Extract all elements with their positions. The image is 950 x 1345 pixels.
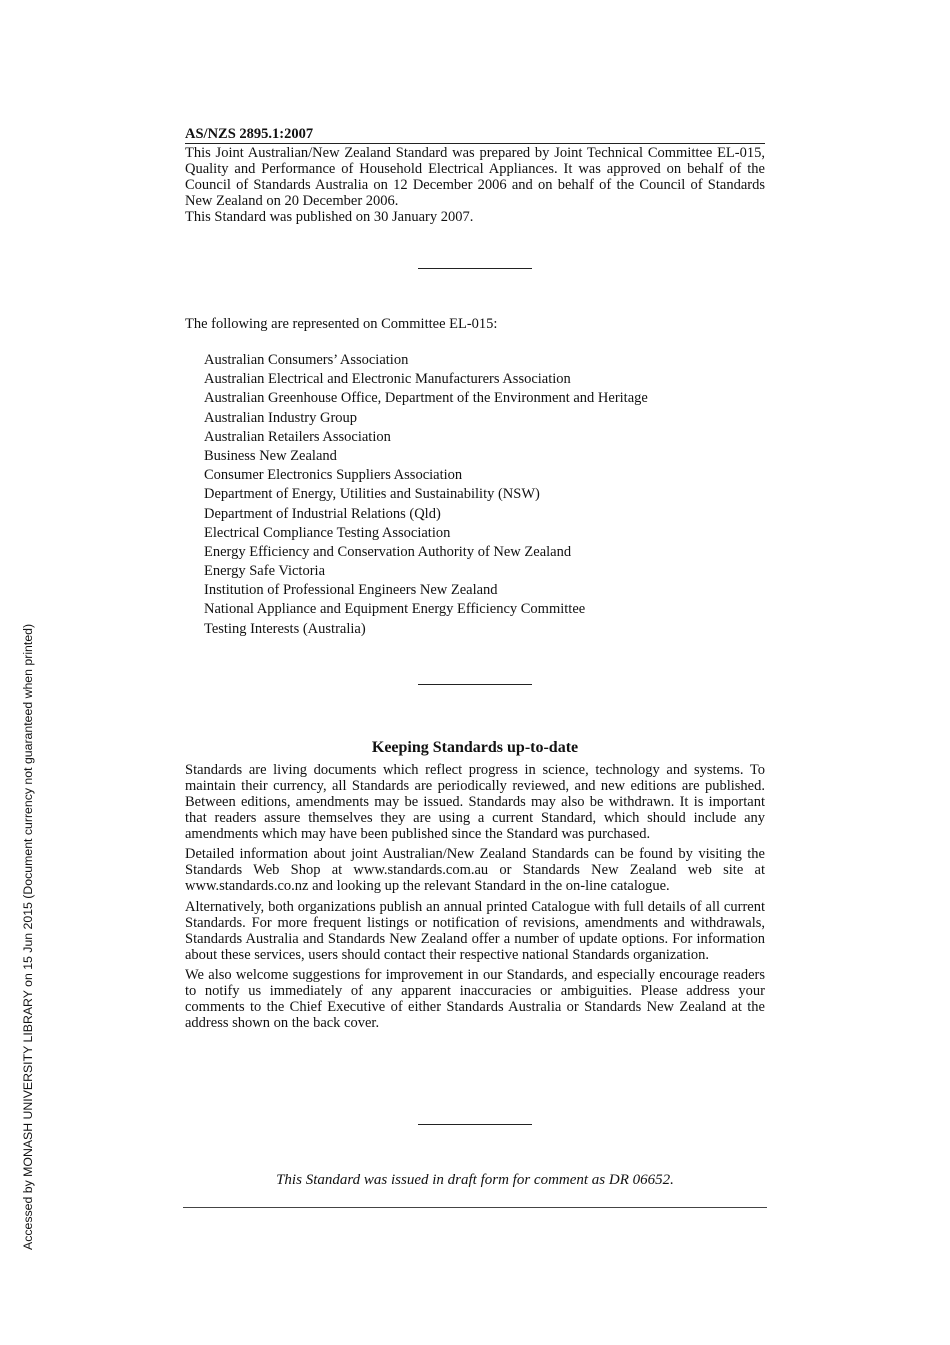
committee-member: Australian Retailers Association [204,428,391,445]
committee-member: Business New Zealand [204,447,337,464]
section-heading: Keeping Standards up-to-date [371,739,579,756]
committee-member: Consumer Electronics Suppliers Association [204,467,463,484]
document-page [185,0,765,1345]
body-paragraph: Standards are living documents which reflect progress in science, technology and systems. To maintain their currency, all Standards are periodically reviewed, and new editions are published. Between editions, amendments may be issued. Standards may also be withdrawn. It is important that readers assure themselves they are using a current Standard, which should include any amendments which may have been published since the Standard was purchased. [185,762,765,842]
committee-member: Testing Interests (Australia) [204,620,366,637]
committee-member: Energy Efficiency and Conservation Authority of New Zealand [204,543,572,560]
draft-notice: This Standard was issued in draft form for comment as DR 06652. [276,1172,674,1188]
body-paragraph: Detailed information about joint Australian/New Zealand Standards can be found by visiting the Standards Web Shop at www.standards.com.au or Standards New Zealand web site at www.standards.co.nz and looking up the relevant Standard in the on-line catalogue. [185,846,765,895]
publication-date-paragraph: This Standard was published on 30 January 2007. [185,209,474,225]
committee-member: Institution of Professional Engineers New Zealand [204,582,498,599]
committee-member: Australian Electrical and Electronic Manufacturers Association [204,371,571,388]
preparation-paragraph: This Joint Australian/New Zealand Standard was prepared by Joint Technical Committee EL-015, Quality and Performance of Household Electrical Appliances. It was approved on behalf of the Council of Standards Australia on 12 December 2006 and on behalf of the Council of Standards New Zealand on 20 December 2006. [185,145,765,209]
committee-member: Department of Industrial Relations (Qld) [204,505,441,522]
access-watermark: Accessed by MONASH UNIVERSITY LIBRARY on 15 Jun 2015 (Document currency not guaranteed when printed) [21,623,35,1250]
standard-identifier: AS/NZS 2895.1:2007 [185,126,765,144]
committee-member-list [204,351,648,639]
body-paragraph: Alternatively, both organizations publish an annual printed Catalogue with full details of all current Standards. For more frequent listings or notification of revisions, amendments and withdrawals, Standards Australia and Standards New Zealand offer a number of update options. For information about these services, users should contact their respective national Standards organization. [185,898,765,963]
preparation-notice [185,145,765,225]
committee-member: Energy Safe Victoria [204,563,325,580]
footer-rule [183,1207,767,1208]
committee-member: Australian Consumers’ Association [204,352,409,368]
keeping-up-to-date-text [185,762,765,1035]
committee-member: Department of Energy, Utilities and Sustainability (NSW) [204,486,540,503]
section-divider [418,268,532,269]
committee-member: Australian Industry Group [204,409,358,426]
committee-member: Electrical Compliance Testing Association [204,524,451,541]
section-divider [418,684,532,685]
body-paragraph: We also welcome suggestions for improvement in our Standards, and especially encourage readers to notify us immediately of any apparent inaccuracies or ambiguities. Please address your comments to the Chief Executive of either Standards Australia or Standards New Zealand at the address shown on the back cover. [185,966,765,1031]
committee-member: Australian Greenhouse Office, Department of the Environment and Heritage [204,390,648,407]
committee-member: National Appliance and Equipment Energy Efficiency Committee [204,601,586,618]
section-divider [418,1124,532,1125]
committee-intro: The following are represented on Committee EL-015: [185,316,498,332]
